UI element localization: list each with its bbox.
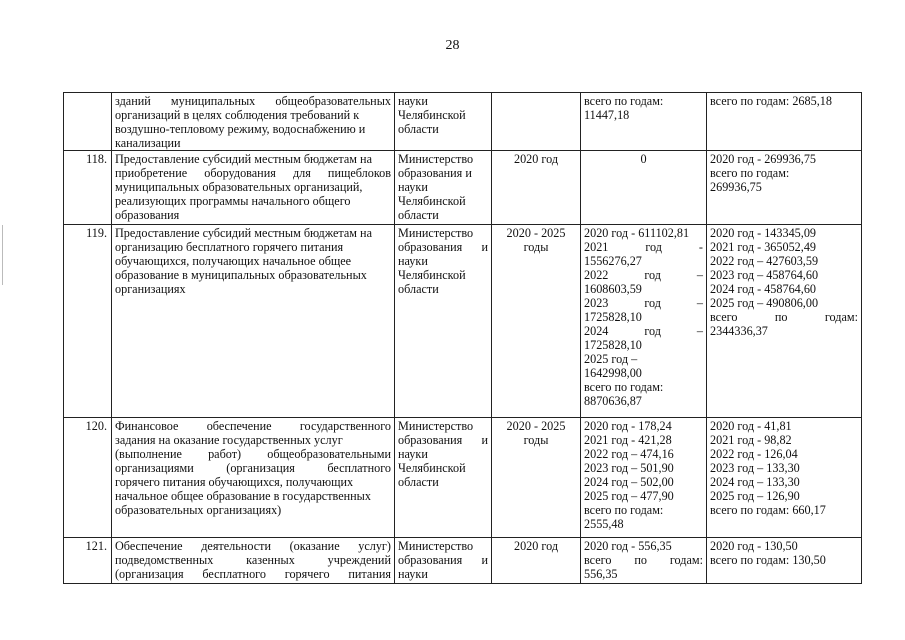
executor-line: науки bbox=[398, 447, 428, 461]
description-line: задания на оказание государственных услуг bbox=[115, 433, 343, 447]
row-number bbox=[64, 93, 112, 151]
description-line: образования bbox=[115, 208, 180, 222]
row-curr-funding bbox=[707, 151, 862, 225]
funding-line: 2020 год - 130,50 bbox=[710, 539, 798, 553]
funding-line: всего по годам: 660,17 bbox=[710, 503, 826, 517]
executor-line: области bbox=[398, 282, 439, 296]
funding-line: всего по годам: 2685,18 bbox=[710, 94, 832, 108]
funding-line: 2021 год - bbox=[584, 240, 703, 254]
row-number: 119. bbox=[64, 225, 112, 418]
description-line bbox=[115, 108, 391, 122]
description-line: организацию бесплатного горячего питания bbox=[115, 240, 344, 254]
funding-line: 1608603,59 bbox=[584, 282, 642, 296]
row-prev-funding bbox=[581, 538, 707, 584]
row-executor bbox=[395, 538, 492, 584]
word: зданий bbox=[115, 94, 151, 108]
funding-line: 2022 год - 126,04 bbox=[710, 447, 798, 461]
funding-line: 1556276,27 bbox=[584, 254, 642, 268]
word: воздушно-тепловому режиму, водоснабжению и bbox=[115, 122, 366, 136]
row-prev-funding bbox=[581, 93, 707, 151]
row-description bbox=[112, 538, 395, 584]
row-description bbox=[112, 93, 395, 151]
row-curr-funding bbox=[707, 225, 862, 418]
word: организаций в целях соблюдения требований к bbox=[115, 108, 360, 122]
executor-line: Челябинской bbox=[398, 461, 466, 475]
description-line: обучающихся, получающих начальное общее bbox=[115, 254, 352, 268]
page-number: 28 bbox=[445, 38, 460, 53]
funding-line: 0 bbox=[640, 152, 647, 166]
funding-line: 2023 год – bbox=[584, 296, 703, 310]
executor-line: образования и bbox=[398, 433, 488, 447]
table-row bbox=[64, 93, 862, 151]
funding-line: 2023 год – 133,30 bbox=[710, 461, 800, 475]
description-line: подведомственных казенных учреждений bbox=[115, 553, 391, 567]
description-line: муниципальных образовательных организаций, bbox=[115, 180, 363, 194]
funding-line: 556,35 bbox=[584, 567, 618, 581]
word: муниципальных bbox=[170, 94, 256, 108]
description-line: начальное общее образование в государственных bbox=[115, 489, 371, 503]
row-description bbox=[112, 151, 395, 225]
row-description bbox=[112, 225, 395, 418]
funding-line: 2024 год - 458764,60 bbox=[710, 282, 817, 296]
row-number: 118. bbox=[64, 151, 112, 225]
row-period: 2020 год bbox=[492, 151, 581, 225]
executor-line: Министерство bbox=[398, 226, 474, 240]
funding-line: 2020 год - 41,81 bbox=[710, 419, 792, 433]
executor-line: образования и bbox=[398, 240, 488, 254]
row-period bbox=[492, 93, 581, 151]
funding-line: 2025 год – 490806,00 bbox=[710, 296, 819, 310]
row-prev-funding bbox=[581, 225, 707, 418]
executor-line: образования и bbox=[398, 553, 488, 567]
table-row bbox=[64, 225, 862, 418]
table-row bbox=[64, 418, 862, 538]
funding-line: 2025 год – 477,90 bbox=[584, 489, 674, 503]
row-number: 120. bbox=[64, 418, 112, 538]
row-curr-funding bbox=[707, 418, 862, 538]
row-number: 121. bbox=[64, 538, 112, 584]
funding-line: 2020 год - 143345,09 bbox=[710, 226, 817, 240]
description-line bbox=[115, 122, 391, 136]
funding-line: 2025 год – bbox=[584, 352, 638, 366]
row-period: 2020 - 2025 годы bbox=[492, 225, 581, 418]
executor-line: науки bbox=[398, 254, 428, 268]
executor-line: Министерство bbox=[398, 419, 474, 433]
funding-line: 2020 год - 178,24 bbox=[584, 419, 672, 433]
funding-line: 2024 год – 133,30 bbox=[710, 475, 800, 489]
funding-line: 2022 год – 427603,59 bbox=[710, 254, 819, 268]
row-period: 2020 год bbox=[492, 538, 581, 584]
scan-edge-mark bbox=[2, 225, 3, 285]
activities-table bbox=[63, 92, 862, 584]
row-executor bbox=[395, 418, 492, 538]
funding-line: всего по годам: 130,50 bbox=[710, 553, 826, 567]
funding-line: всего по годам: bbox=[710, 310, 858, 324]
funding-line: 2020 год - 611102,81 bbox=[584, 226, 690, 240]
description-line: канализации bbox=[115, 136, 181, 150]
executor-line: Челябинской bbox=[398, 268, 466, 282]
funding-line: 11447,18 bbox=[584, 108, 630, 122]
funding-line: 269936,75 bbox=[710, 180, 762, 194]
executor-line: Министерство bbox=[398, 539, 474, 553]
description-line: Финансовое обеспечение государственного bbox=[115, 419, 391, 433]
table-row bbox=[64, 151, 862, 225]
funding-line: 2022 год – 474,16 bbox=[584, 447, 674, 461]
description-line: Обеспечение деятельности (оказание услуг) bbox=[115, 539, 391, 553]
row-executor: науки Челябинской области bbox=[395, 93, 492, 151]
row-period: 2020 - 2025 годы bbox=[492, 418, 581, 538]
funding-line: всего по годам: bbox=[584, 380, 664, 394]
description-line bbox=[115, 94, 391, 108]
row-prev-funding bbox=[581, 151, 707, 225]
table-row bbox=[64, 538, 862, 584]
row-curr-funding bbox=[707, 538, 862, 584]
description-line: Предоставление субсидий местным бюджетам на bbox=[115, 226, 372, 240]
funding-line: 2021 год - 365052,49 bbox=[710, 240, 817, 254]
executor-line: науки bbox=[398, 567, 428, 581]
word: общеобразовательных bbox=[275, 94, 391, 108]
funding-line: 2020 год - 556,35 bbox=[584, 539, 672, 553]
funding-line: 2021 год - 421,28 bbox=[584, 433, 672, 447]
description-line: организациях bbox=[115, 282, 186, 296]
funding-line: 2025 год – 126,90 bbox=[710, 489, 800, 503]
funding-line: 2023 год – 458764,60 bbox=[710, 268, 819, 282]
description-line: организациями (организация бесплатного bbox=[115, 461, 391, 475]
description-line: Предоставление субсидий местным бюджетам на bbox=[115, 152, 372, 166]
description-line: горячего питания обучающихся, получающих bbox=[115, 475, 354, 489]
row-prev-funding bbox=[581, 418, 707, 538]
row-executor bbox=[395, 225, 492, 418]
funding-line: всего по годам: bbox=[584, 94, 664, 108]
description-line: (выполнение работ) общеобразовательными bbox=[115, 447, 391, 461]
funding-line: 2344336,37 bbox=[710, 324, 768, 338]
funding-line: 1725828,10 bbox=[584, 338, 642, 352]
row-description bbox=[112, 418, 395, 538]
funding-line: 1642998,00 bbox=[584, 366, 642, 380]
description-line: приобретение оборудования для пищеблоков bbox=[115, 166, 391, 180]
funding-line: 2024 год – 502,00 bbox=[584, 475, 674, 489]
row-executor: Министерство образования и науки Челябинской области bbox=[395, 151, 492, 225]
row-curr-funding bbox=[707, 93, 862, 151]
funding-line: 8870636,87 bbox=[584, 394, 642, 408]
funding-line: 2024 год – bbox=[584, 324, 703, 338]
description-line: образование в муниципальных образовательных bbox=[115, 268, 367, 282]
funding-line: 2555,48 bbox=[584, 517, 624, 531]
funding-line: 2020 год - 269936,75 bbox=[710, 152, 817, 166]
funding-line: всего по годам: bbox=[710, 166, 790, 180]
funding-line: 1725828,10 bbox=[584, 310, 642, 324]
description-line: реализующих программы начального общего bbox=[115, 194, 351, 208]
funding-line: 2021 год - 98,82 bbox=[710, 433, 792, 447]
description-line: образовательных организациях) bbox=[115, 503, 282, 517]
funding-line: 2022 год – bbox=[584, 268, 703, 282]
executor-line: области bbox=[398, 475, 439, 489]
funding-line: всего по годам: bbox=[584, 503, 664, 517]
funding-line: всего по годам: bbox=[584, 553, 703, 567]
description-line: (организация бесплатного горячего питания bbox=[115, 567, 391, 581]
funding-line: 2023 год – 501,90 bbox=[584, 461, 674, 475]
